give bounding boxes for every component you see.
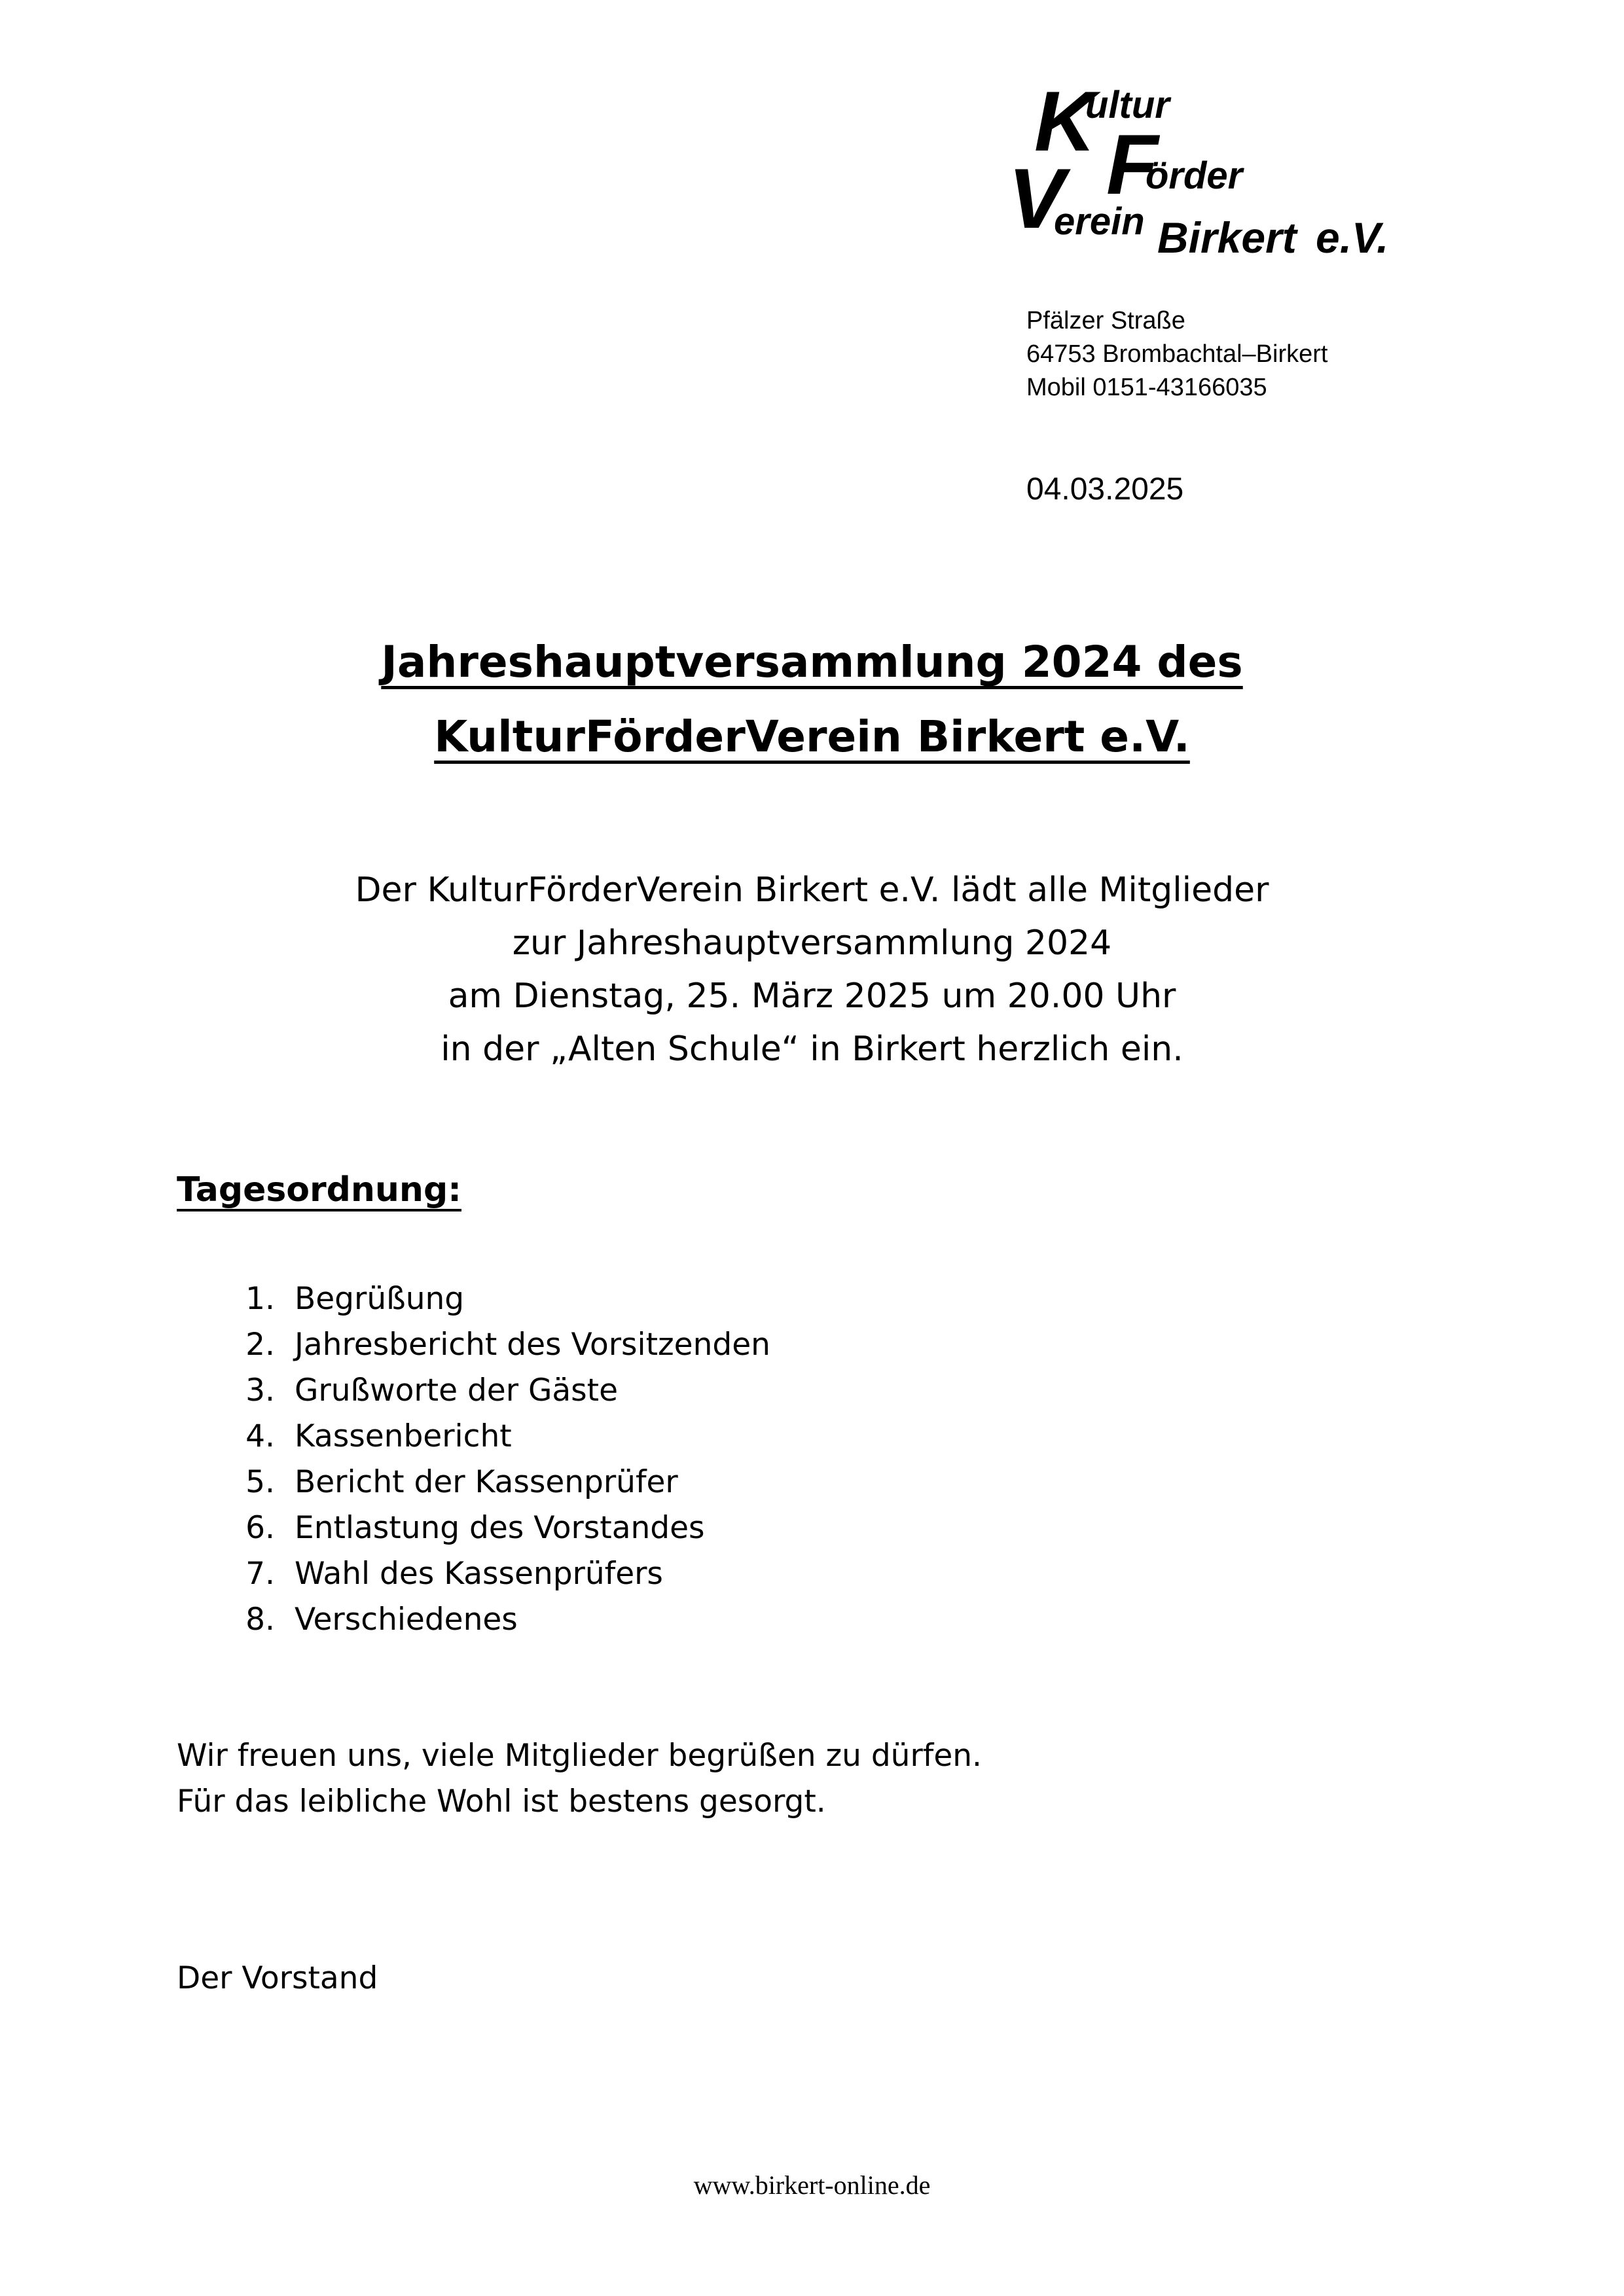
agenda-item-label: Kassenbericht xyxy=(295,1418,512,1454)
agenda-item-label: Verschiedenes xyxy=(295,1602,518,1638)
agenda-item-number: 1. xyxy=(245,1281,275,1317)
agenda-item xyxy=(216,1414,770,1460)
sender-address xyxy=(1026,304,1327,404)
invitation-text xyxy=(0,864,1624,1076)
invitation-line-2: zur Jahreshauptversammlung 2024 xyxy=(512,924,1112,963)
agenda-item xyxy=(216,1597,770,1643)
invitation-line-4: in der „Alten Schule“ in Birkert herzlich ein. xyxy=(441,1030,1183,1069)
agenda-heading: Tagesordnung: xyxy=(177,1170,461,1210)
logo-text-ev: e.V. xyxy=(1316,213,1389,262)
title-line-2: KulturFörderVerein Birkert e.V. xyxy=(434,711,1190,762)
logo-text-erein: erein xyxy=(1054,200,1145,243)
agenda-item xyxy=(216,1505,770,1551)
address-street: Pfälzer Straße xyxy=(1026,307,1185,334)
logo-text-order: örder xyxy=(1146,154,1243,197)
agenda-item-label: Bericht der Kassenprüfer xyxy=(295,1464,678,1500)
agenda-item xyxy=(216,1368,770,1414)
closing-line-1: Wir freuen uns, viele Mitglieder begrüßen zu dürfen. xyxy=(177,1738,982,1774)
agenda-item-label: Wahl des Kassenprüfers xyxy=(295,1556,663,1592)
agenda-item-number: 4. xyxy=(245,1418,275,1454)
agenda-item-number: 5. xyxy=(245,1464,275,1500)
logo-letter-k: K xyxy=(1034,73,1096,169)
agenda-item xyxy=(216,1460,770,1505)
footer-website: www.birkert-online.de xyxy=(693,2170,931,2200)
title-line-1: Jahreshauptversammlung 2024 des xyxy=(381,637,1243,687)
agenda-item xyxy=(216,1276,770,1322)
logo-text-birkert: Birkert xyxy=(1157,213,1297,262)
signoff: Der Vorstand xyxy=(177,1960,378,1996)
logo-text-ultur: ultur xyxy=(1085,84,1170,126)
agenda-item-number: 6. xyxy=(245,1510,275,1546)
address-city: 64753 Brombachtal–Birkert xyxy=(1026,340,1328,368)
logo-letter-f: F xyxy=(1106,117,1159,212)
agenda-item-number: 8. xyxy=(245,1602,275,1638)
agenda-item-number: 7. xyxy=(245,1556,275,1592)
invitation-line-1: Der KulturFörderVerein Birkert e.V. lädt alle Mitglieder xyxy=(355,870,1269,910)
page-title xyxy=(0,625,1624,774)
agenda-item xyxy=(216,1551,770,1597)
closing-text xyxy=(177,1733,982,1825)
agenda-item-number: 3. xyxy=(245,1372,275,1408)
club-logo xyxy=(1008,73,1466,275)
letter-date: 04.03.2025 xyxy=(1026,472,1184,507)
agenda-item-label: Begrüßung xyxy=(295,1281,465,1317)
agenda-item-label: Entlastung des Vorstandes xyxy=(295,1510,705,1546)
agenda-item-label: Jahresbericht des Vorsitzenden xyxy=(295,1327,770,1363)
agenda-list xyxy=(216,1276,770,1643)
agenda-item-number: 2. xyxy=(245,1327,275,1363)
closing-line-2: Für das leibliche Wohl ist bestens gesorgt. xyxy=(177,1784,826,1820)
invitation-line-3: am Dienstag, 25. März 2025 um 20.00 Uhr xyxy=(448,977,1176,1016)
address-phone: Mobil 0151-43166035 xyxy=(1026,374,1267,401)
agenda-item-label: Grußworte der Gäste xyxy=(295,1372,619,1408)
agenda-item xyxy=(216,1322,770,1368)
logo-letter-v: V xyxy=(1008,151,1065,246)
